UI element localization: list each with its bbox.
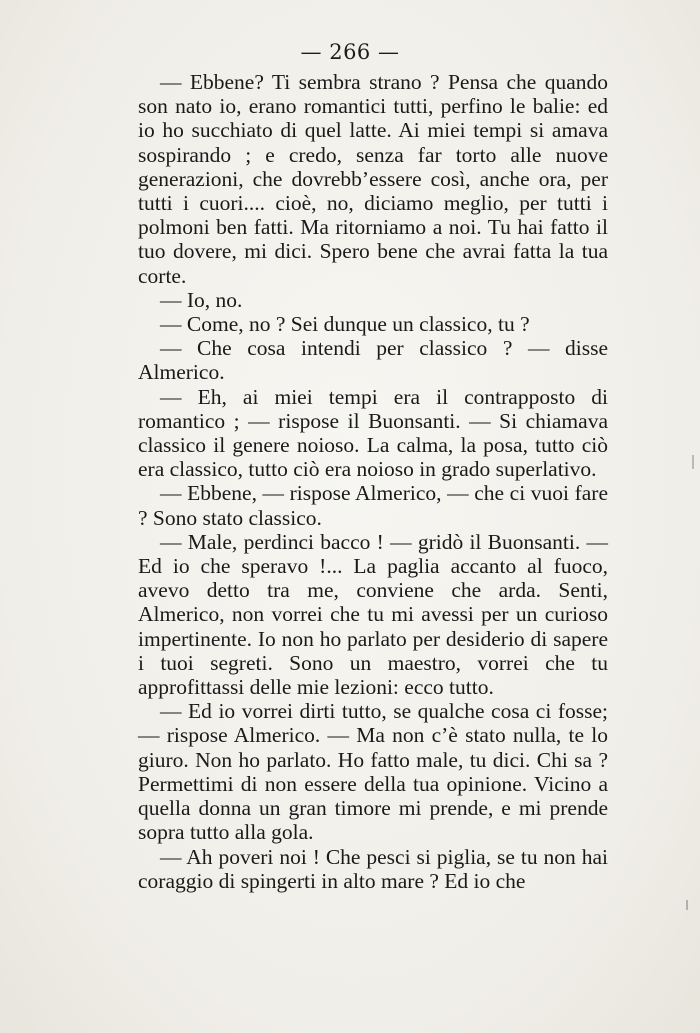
paragraph: — Che cosa intendi per classico ? — disse Almerico.: [138, 336, 608, 385]
paragraph: — Eh, ai miei tempi era il contrapposto di romantico ; — rispose il Buonsanti. — Si chiamava classico il genere noioso. La calma, la posa, tutto ciò era classico, tutto ciò era noioso in grado superlativo.: [138, 384, 608, 482]
page-edge-mark: [686, 900, 688, 910]
page-number: — 266 —: [300, 40, 400, 64]
paragraph: — Come, no ? Sei dunque un classico, tu ?: [160, 312, 530, 337]
paragraph: — Ebbene? Ti sembra strano ? Pensa che quando son nato io, erano romantici tutti, perfino le balie: ed io ho succhiato di quel latte. Ai miei tempi si amava sospirando ; e credo, senza far torto alle nuove generazioni, che dovrebb’essere così, anche ora, per tutti i cuori.... cioè, no, diciamo meglio, per tutti i polmoni ben fatti. Ma ritorniamo a noi. Tu hai fatto il tuo dovere, mi dici. Spero bene che avrai fatta la tua corte.: [138, 70, 608, 288]
paragraph: — Ed io vorrei dirti tutto, se qualche cosa ci fosse; — rispose Almerico. — Ma non c’è stato nulla, te lo giuro. Non ho parlato. Ho fatto male, tu dici. Chi sa ? Permettimi di non essere della tua opinione. Vicino a quella donna un gran timore mi prende, e mi prende sopra tutto alla gola.: [138, 699, 608, 845]
page-body-text: [138, 70, 608, 893]
paragraph: — Male, perdinci bacco ! — gridò il Buonsanti. — Ed io che speravo !... La paglia accanto al fuoco, avevo detto tra me, conviene che arda. Senti, Almerico, non vorrei che tu mi avessi per un curioso impertinente. Io non ho parlato per desiderio di sapere i tuoi segreti. Sono un maestro, vorrei che tu approfittassi delle mie lezioni: ecco tutto.: [138, 529, 608, 700]
paragraph: — Ebbene, — rispose Almerico, — che ci vuoi fare ? Sono stato classico.: [138, 481, 608, 530]
page-edge-mark: [692, 455, 694, 469]
paragraph: — Ah poveri noi ! Che pesci si piglia, se tu non hai coraggio di spingerti in alto mare ? Ed io che: [138, 844, 608, 893]
paragraph: — Io, no.: [160, 287, 243, 312]
